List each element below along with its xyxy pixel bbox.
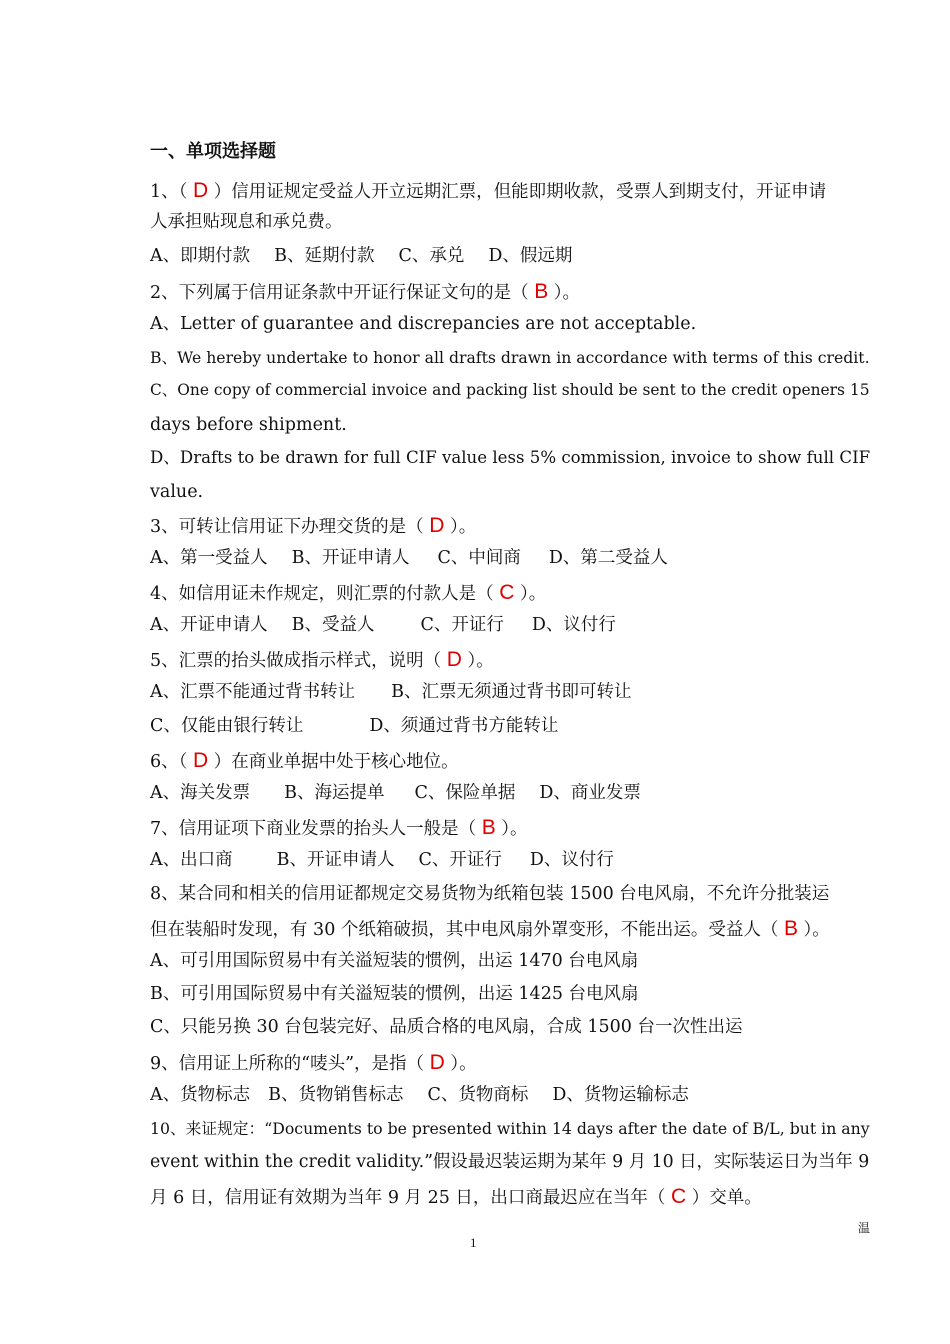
- question-10: 10、来证规定：“Documents to be presented within 14 days after the date of B/L, but in any: [150, 1119, 870, 1138]
- question-5-options-ab: [150, 684, 632, 702]
- question-text: ）。: [444, 1054, 477, 1074]
- question-text: 但在装船时发现，有 30 个纸箱破损，其中电风扇外罩变形，不能出运。受益人（: [150, 920, 784, 940]
- question-text: 2、下列属于信用证条款中开证行保证文句的是（: [150, 283, 535, 303]
- question-3-options: [150, 550, 668, 568]
- option-b: B、可引用国际贸易中有关溢短装的惯例，出运 1425 台电风扇: [150, 984, 639, 1004]
- answer-mark: B: [481, 816, 496, 839]
- option-d: D、假远期: [488, 246, 573, 266]
- question-text: ）。: [797, 920, 830, 940]
- option-b: B、We hereby undertake to honor all drafts drawn in accordance with terms of this credit.: [150, 348, 870, 367]
- option-d-continued: value.: [150, 482, 204, 502]
- option-c: C、开证行: [418, 850, 502, 870]
- question-5: [150, 649, 494, 671]
- question-10-continued-2: [150, 1186, 762, 1208]
- option-d: D、Drafts to be drawn for full CIF value less 5% commission, invoice to show full CIF: [150, 448, 871, 467]
- question-text: ）信用证规定受益人开立远期汇票，但能即期收款，受票人到期支付，开证申请: [208, 182, 827, 202]
- option-d: D、议付行: [531, 615, 616, 635]
- question-text: 6、（: [150, 752, 193, 772]
- option-b: B、开证申请人: [276, 850, 395, 870]
- option-c: C、中间商: [437, 548, 521, 568]
- question-1: [150, 180, 826, 202]
- option-d: D、商业发票: [539, 783, 641, 803]
- question-text: 9、信用证上所称的“唛头”，是指（: [150, 1054, 430, 1074]
- question-9: [150, 1052, 477, 1074]
- answer-mark: D: [429, 1051, 445, 1074]
- option-a: A、可引用国际贸易中有关溢短装的惯例，出运 1470 台电风扇: [150, 951, 639, 971]
- option-b: B、受益人: [291, 615, 375, 635]
- question-6-options: [150, 785, 641, 803]
- page-number: 1: [470, 1235, 477, 1250]
- option-a: A、海关发票: [150, 783, 251, 803]
- question-8-continued: [150, 918, 830, 940]
- option-d: D、议付行: [529, 850, 614, 870]
- answer-mark: C: [670, 1185, 687, 1208]
- option-b: B、开证申请人: [291, 548, 410, 568]
- answer-mark: D: [192, 179, 209, 202]
- question-7-options: [150, 852, 614, 870]
- question-4: [150, 582, 546, 604]
- option-a: A、Letter of guarantee and discrepancies are not acceptable.: [150, 314, 697, 334]
- question-text: ）交单。: [686, 1188, 762, 1208]
- question-text: ）。: [495, 819, 528, 839]
- question-2: [150, 281, 580, 303]
- option-a: A、货物标志: [150, 1085, 251, 1105]
- question-text: 1、（: [150, 182, 193, 202]
- question-text: 4、如信用证未作规定，则汇票的付款人是（: [150, 584, 500, 604]
- question-5-options-cd: [150, 718, 558, 736]
- question-6: [150, 750, 459, 772]
- answer-mark: B: [783, 917, 798, 940]
- question-text: ）。: [514, 584, 547, 604]
- option-b: B、货物销售标志: [268, 1085, 404, 1105]
- question-text: ）。: [461, 651, 494, 671]
- option-a: A、即期付款: [150, 246, 251, 266]
- option-a: A、第一受益人: [150, 548, 268, 568]
- option-b: B、海运提单: [284, 783, 385, 803]
- option-d: D、货物运输标志: [552, 1085, 689, 1105]
- section-title: 一、单项选择题: [150, 141, 276, 162]
- question-text: 7、信用证项下商业发票的抬头人一般是（: [150, 819, 482, 839]
- option-c: C、货物商标: [427, 1085, 529, 1105]
- question-4-options: [150, 617, 616, 635]
- question-10-continued: event within the credit validity.”假设最迟装运期为某年 9 月 10 日，实际装运日为当年 9: [150, 1152, 870, 1172]
- question-7: [150, 817, 528, 839]
- question-1-continued: 人承担贴现息和承兑费。: [150, 212, 343, 232]
- answer-mark: B: [534, 280, 549, 303]
- question-8: 8、某合同和相关的信用证都规定交易货物为纸箱包装 1500 台电风扇，不允许分批装运: [150, 884, 830, 904]
- option-a: A、开证申请人: [150, 615, 268, 635]
- answer-mark: D: [192, 749, 209, 772]
- option-c: C、承兑: [398, 246, 465, 266]
- option-a: A、出口商: [150, 850, 233, 870]
- option-c: C、One copy of commercial invoice and packing list should be sent to the credit openers 15: [150, 381, 870, 399]
- option-d: D、须通过背书方能转让: [369, 716, 559, 736]
- footer-character: 温: [858, 1221, 871, 1235]
- answer-mark: C: [499, 581, 515, 604]
- option-a: A、汇票不能通过背书转让: [150, 682, 356, 702]
- question-text: ）。: [548, 283, 581, 303]
- option-b: B、汇票无须通过背书即可转让: [391, 682, 632, 702]
- option-b: B、延期付款: [274, 246, 375, 266]
- question-text: ）。: [444, 517, 477, 537]
- option-c: C、只能另换 30 台包装完好、品质合格的电风扇，合成 1500 台一次性出运: [150, 1017, 743, 1037]
- question-3: [150, 515, 476, 537]
- question-text: ）在商业单据中处于核心地位。: [208, 752, 459, 772]
- option-c: C、仅能由银行转让: [150, 716, 304, 736]
- question-text: 5、汇票的抬头做成指示样式，说明（: [150, 651, 447, 671]
- question-text: 月 6 日，信用证有效期为当年 9 月 25 日，出口商最迟应在当年（: [150, 1188, 671, 1208]
- option-c: C、开证行: [420, 615, 504, 635]
- answer-mark: D: [429, 514, 445, 537]
- question-text: 3、可转让信用证下办理交货的是（: [150, 517, 430, 537]
- question-1-options: [150, 248, 572, 266]
- option-c-continued: days before shipment.: [150, 415, 347, 435]
- option-c: C、保险单据: [414, 783, 516, 803]
- question-9-options: [150, 1087, 689, 1105]
- answer-mark: D: [446, 648, 462, 671]
- option-d: D、第二受益人: [548, 548, 668, 568]
